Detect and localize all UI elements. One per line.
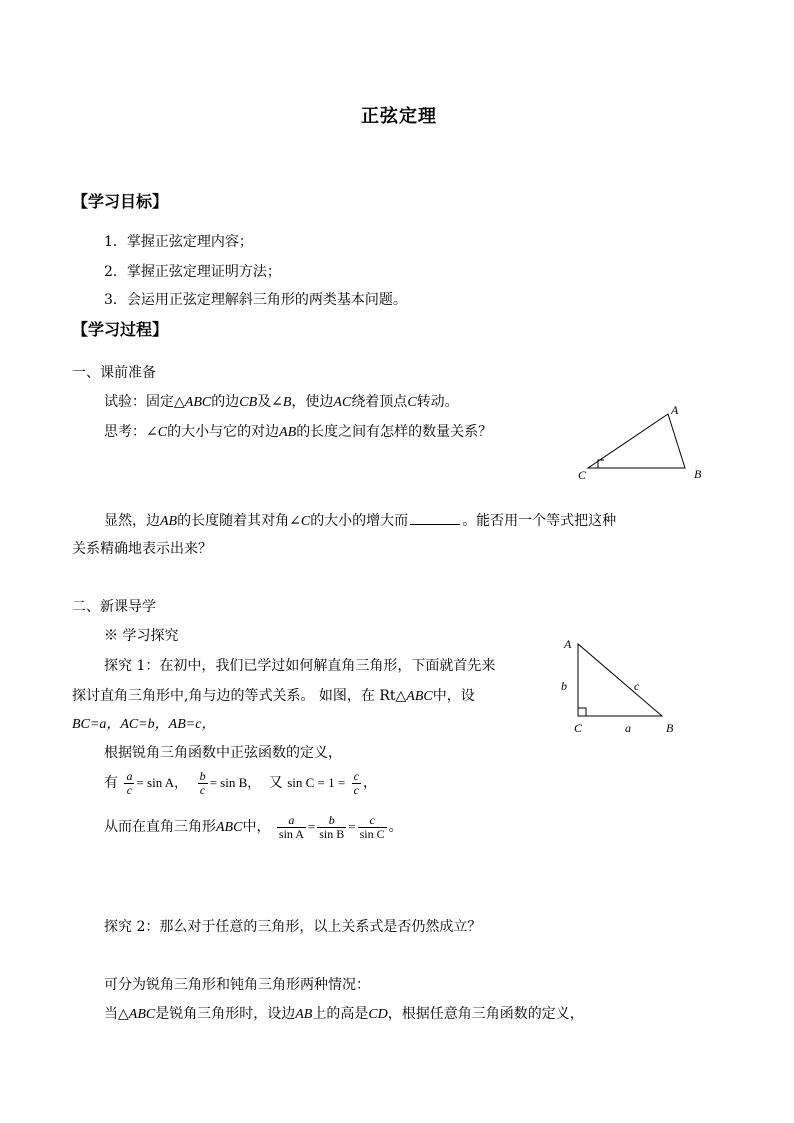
explore1-line3: BC=a，AC=b，AB=c，	[72, 717, 216, 732]
page-title: 正弦定理	[361, 106, 437, 127]
obvious-text: 显然，边AB的长度随着其对角∠C的大小的增大而 。能否用一个等式把这种	[104, 513, 617, 529]
goals-heading: 【学习目标】	[72, 192, 169, 211]
fraction-c-over-c: $\frac{c}{c}$	[353, 768, 359, 797]
label-side-c: c	[634, 679, 640, 693]
label-c: C	[578, 468, 587, 482]
goal-item-1: 1．掌握正弦定理内容；	[104, 234, 253, 250]
label-vertex-b: B	[666, 721, 674, 735]
goal-item-3: 3．会运用正弦定理解斜三角形的两类基本问题。	[104, 292, 407, 308]
thus-equation: 从而在直角三角形ABC中， $\frac{a}{\text{sin A}}$ = $\frac{b}{\text{sin B}}$ = $\frac{c}{\text{sin C}}$ 。	[104, 812, 403, 841]
figure-triangle-rotating	[570, 398, 720, 488]
label-vertex-c: C	[574, 721, 583, 735]
label-b: B	[694, 467, 702, 481]
sine-definitions: 有 $\frac{a}{c}$ = sin A， $\frac{b}{c}$ = sin B， 又 sin C = 1 = $\frac{c}{c}$ ，	[104, 768, 377, 797]
cases-text: 可分为锐角三角形和钝角三角形两种情况：	[104, 977, 370, 993]
label-a: A	[671, 403, 679, 417]
explore1-line1: 探究 1：在初中，我们已学过如何解直角三角形，下面就首先来	[104, 658, 496, 674]
fraction-a-over-c: $\frac{a}{c}$	[126, 768, 133, 797]
right-angle-mark	[578, 708, 586, 716]
explore-subheading: ※ 学习探究	[104, 628, 179, 644]
explore1-line2: 探讨直角三角形中,角与边的等式关系。 如图，在 Rt△ABC中，设	[72, 688, 475, 704]
experiment-text: 试验：固定△ABC的边CB及∠B，使边AC绕着顶点C转动。	[104, 394, 459, 410]
label-side-a: a	[625, 721, 631, 735]
label-side-b: b	[561, 679, 567, 693]
obvious-text-line2: 关系精确地表示出来？	[72, 541, 212, 557]
fraction-b-over-sinB: $\frac{b}{\text{sin B}}$	[319, 812, 345, 841]
answer-blank[interactable]	[410, 512, 460, 525]
acute-case-text: 当△ABC是锐角三角形时，设边AB上的高是CD，根据任意角三角函数的定义，	[104, 1006, 584, 1022]
process-heading: 【学习过程】	[72, 320, 169, 339]
goal-item-2: 2．掌握正弦定理证明方法；	[104, 264, 281, 280]
part2-heading: 二、新课导学	[72, 599, 156, 615]
part1-heading: 一、课前准备	[72, 365, 156, 381]
explore2-text: 探究 2：那么对于任意的三角形，以上关系式是否仍然成立？	[104, 919, 482, 935]
think-text: 思考：∠C的大小与它的对边AB的长度之间有怎样的数量关系？	[104, 424, 493, 440]
fraction-b-over-c: $\frac{b}{c}$	[199, 768, 206, 797]
label-vertex-a: A	[564, 637, 572, 651]
by-definition-text: 根据锐角三角函数中正弦函数的定义，	[104, 745, 342, 761]
triangle-2-shape	[578, 644, 662, 716]
fraction-a-over-sinA: $\frac{a}{\text{sin A}}$	[278, 812, 304, 841]
fraction-c-over-sinC: $\frac{c}{\text{sin C}}$	[359, 812, 385, 841]
figure-right-triangle	[558, 634, 688, 740]
